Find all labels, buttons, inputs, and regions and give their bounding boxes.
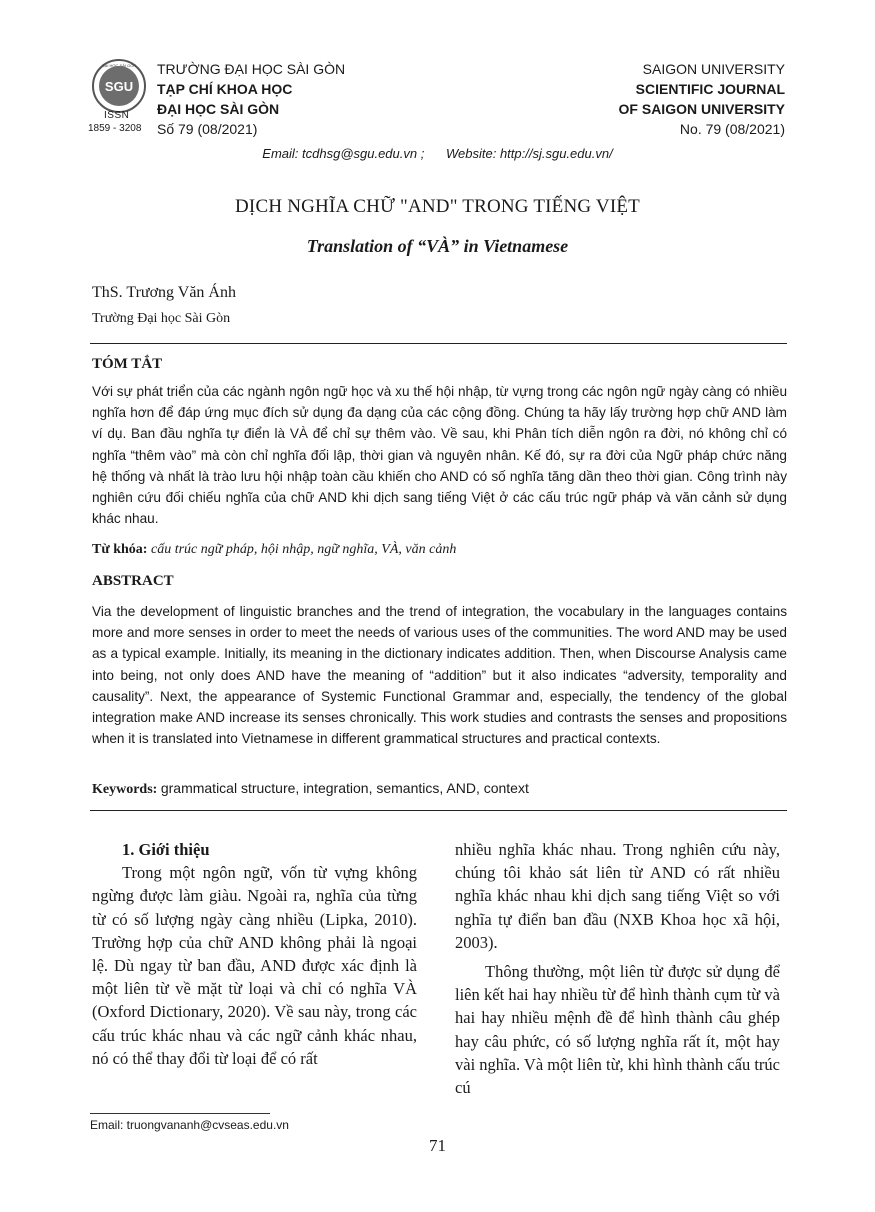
keywords-vi-list: cấu trúc ngữ pháp, hội nhập, ngữ nghĩa, VÀ, văn cảnh <box>150 542 457 557</box>
abstract-en-text: Via the development of linguistic branches and the trend of integration, the vocabulary in the languages contains more and more senses in order to meet the needs of various uses of the communities. The word AND may be used as a typical example. Initially, its meaning in the dictionary indicates addition. Then, when Discourse Analysis came into being, not only does AND have the meaning of “addition” but it also indicates “adversity, temporality and causality”. Next, the appearance of Systemic Functional Grammar and, especially, the tendency of the global integration make AND increase its senses chronically. This work studies and contrasts the senses and propositions when it is translated into Vietnamese in different grammatical structures and practical contexts. <box>92 604 787 747</box>
footnote-email: Email: truongvananh@cvseas.edu.vn <box>90 1118 289 1132</box>
header-journal-en: SCIENTIFIC JOURNAL <box>635 81 785 97</box>
keywords-en <box>92 780 787 798</box>
abstract-en-heading: ABSTRACT <box>92 573 174 589</box>
header-journal-vi: TẠP CHÍ KHOA HỌC <box>157 81 293 97</box>
body-paragraph-1-cont: nhiều nghĩa khác nhau. Trong nghiên cứu này, chúng tôi khảo sát liên từ AND có rất nhiều nghĩa khác nhau khi dịch sang tiếng Việt so với nghĩa tự điển ban đầu (NXB Khoa học xã hội, 2003). <box>455 840 780 952</box>
author-affiliation: Trường Đại học Sài Gòn <box>92 311 231 326</box>
article-title: DỊCH NGHĨA CHỮ "AND" TRONG TIẾNG VIỆT <box>235 196 640 217</box>
summary-vi-heading: TÓM TẮT <box>92 356 163 372</box>
footnote-rule <box>90 1113 270 1114</box>
issn-number: 1859 - 3208 <box>88 123 142 134</box>
svg-text:ĐẠI HỌC SÀI GÒN: ĐẠI HỌC SÀI GÒN <box>101 63 137 68</box>
header-journal-en-2: OF SAIGON UNIVERSITY <box>618 101 785 117</box>
svg-text:SGU: SGU <box>104 79 134 94</box>
body-paragraph-1: Trong một ngôn ngữ, vốn từ vựng không ngừng được làm giàu. Ngoài ra, nghĩa của từng từ có số lượng ngày càng nhiều (Lipka, 2010). Trường hợp của chữ AND không phải là ngoại lệ. Dù ngay từ ban đầu, AND được xác định là một liên từ về mặt từ loại và chỉ có nghĩa VÀ (Oxford Dictionary, 2020). Về sau này, trong các cấu trúc khác nhau và các ngữ cảnh khác nhau, nó có thể thay đổi từ loại để có rất <box>92 863 417 1068</box>
keywords-vi <box>92 542 787 558</box>
body-left-column <box>92 838 417 1070</box>
body-right-column <box>455 838 780 1099</box>
header-university-en: SAIGON UNIVERSITY <box>642 61 785 77</box>
article-subtitle: Translation of “VÀ” in Vietnamese <box>306 236 569 256</box>
header-issue-en: No. 79 (08/2021) <box>679 121 785 137</box>
summary-vi-text: Với sự phát triển của các ngành ngôn ngữ học và xu thế hội nhập, từ vựng trong các ngôn ngữ ngày càng có nhiều nghĩa hơn để đáp ứng mục đích sử dụng đa dạng của các cộng đồng. Chúng ta hãy lấy trường hợp chữ AND làm ví dụ. Ban đầu nghĩa tự điển là VÀ để chỉ sự thêm vào. Về sau, khi Phân tích diễn ngôn ra đời, nó không chỉ có nghĩa “thêm vào” mà còn chỉ nghĩa đối lập, thời gian và nguyên nhân. Kế đó, sự ra đời của Ngữ pháp chức năng hệ thống và nhất là trào lưu hội nhập toàn cầu khiến cho AND có số nghĩa tăng dần theo thời gian. Công trình này nghiên cứu đối chiếu nghĩa của chữ AND khi dịch sang tiếng Việt ở các cấu trúc ngữ pháp và văn cảnh sử dụng khác nhau. <box>92 384 787 527</box>
header-journal-vi-2: ĐẠI HỌC SÀI GÒN <box>157 101 280 117</box>
keywords-en-list: grammatical structure, integration, semantics, AND, context <box>160 780 529 796</box>
page-number: 71 <box>429 1136 446 1155</box>
divider-top <box>90 343 787 344</box>
header-university-vi: TRƯỜNG ĐẠI HỌC SÀI GÒN <box>157 61 346 77</box>
keywords-vi-label: Từ khóa: <box>92 542 148 557</box>
journal-contact: Email: tcdhsg@sgu.edu.vn ; Website: http://sj.sgu.edu.vn/ <box>262 146 613 161</box>
divider-bottom <box>90 810 787 811</box>
section-heading-intro: 1. Giới thiệu <box>122 840 210 859</box>
header-issue-vi: Số 79 (08/2021) <box>157 121 258 137</box>
issn-label: ISSN <box>104 110 130 121</box>
body-paragraph-2: Thông thường, một liên từ được sử dụng để liên kết hai hay nhiều từ để hình thành cụm từ và hai hay nhiều mệnh đề để hình thành câu ghép hay câu phức, có số lượng nghĩa rất ít, một hay vài nghĩa. Và một liên từ, khi hình thành cấu trúc cú <box>455 962 780 1098</box>
keywords-en-label: Keywords: <box>92 782 158 797</box>
author-name: ThS. Trương Văn Ánh <box>92 284 236 301</box>
